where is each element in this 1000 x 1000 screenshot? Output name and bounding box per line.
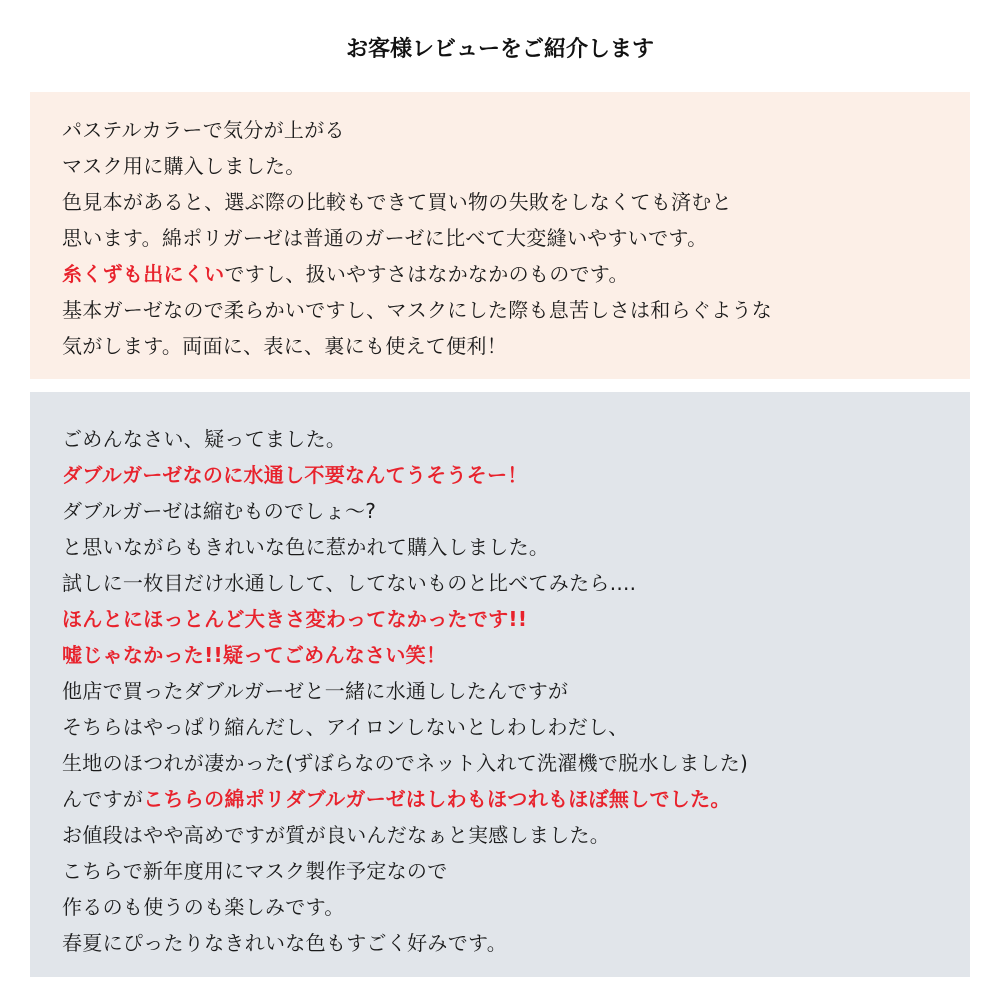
review-line xyxy=(62,112,960,148)
review-line xyxy=(62,673,960,709)
review-text: ですし、扱いやすさはなかなかのものです。 xyxy=(224,262,629,286)
review-line xyxy=(62,565,960,601)
review-text: ごめんなさい、疑ってました。 xyxy=(62,427,347,451)
review-text: 思います。綿ポリガーゼは普通のガーゼに比べて大変縫いやすいです。 xyxy=(62,226,708,250)
review-text: 作るのも使うのも楽しみです。 xyxy=(62,895,345,919)
review-line xyxy=(62,925,960,961)
review-text: こちらで新年度用にマスク製作予定なので xyxy=(62,859,448,883)
review-text: ダブルガーゼは縮むものでしょ〜? xyxy=(62,499,377,523)
review-line xyxy=(62,601,960,637)
review-text: 試しに一枚目だけ水通しして、してないものと比べてみたら.... xyxy=(62,571,637,595)
highlighted-text: ダブルガーゼなのに水通し不要なんてうそうそー！ xyxy=(62,463,528,487)
review-line xyxy=(62,421,960,457)
review-line xyxy=(62,781,960,817)
review-line xyxy=(62,148,960,184)
page-title: お客様レビューをご紹介します xyxy=(345,37,654,62)
review-line xyxy=(62,220,960,256)
review-line xyxy=(62,292,960,328)
review-line xyxy=(62,256,960,292)
review-text: そちらはやっぱり縮んだし、アイロンしないとしわしわだし、 xyxy=(62,715,629,739)
review-text: 他店で買ったダブルガーゼと一緒に水通ししたんですが xyxy=(62,679,569,703)
highlighted-text: 糸くずも出にくい xyxy=(62,262,225,286)
review-card-2 xyxy=(30,392,970,977)
review-text: 春夏にぴったりなきれいな色もすごく好みです。 xyxy=(62,931,507,955)
review-text: と思いながらもきれいな色に惹かれて購入しました。 xyxy=(62,535,550,559)
review-text: マスク用に購入しました。 xyxy=(62,154,306,178)
review-line xyxy=(62,637,960,673)
review-line xyxy=(62,328,960,364)
review-text: 基本ガーゼなので柔らかいですし、マスクにした際も息苦しさは和らぐような xyxy=(62,298,773,322)
review-text: パステルカラーで気分が上がる xyxy=(62,118,345,142)
highlighted-text: 嘘じゃなかった!!疑ってごめんなさい笑！ xyxy=(62,643,447,667)
review-text: 気がします。両面に、表に、裏にも使えて便利！ xyxy=(62,334,507,358)
review-line xyxy=(62,817,960,853)
review-text: 色見本があると、選ぶ際の比較もできて買い物の失敗をしなくても済むと xyxy=(62,190,732,214)
review-line xyxy=(62,184,960,220)
review-line xyxy=(62,493,960,529)
review-line xyxy=(62,889,960,925)
review-text: 生地のほつれが凄かった(ずぼらなのでネット入れて洗濯機で脱水しました) xyxy=(62,751,749,775)
highlighted-text: ほんとにほっとんど大きさ変わってなかったです!! xyxy=(62,607,528,631)
review-text: お値段はやや高めですが質が良いんだなぁと実感しました。 xyxy=(62,823,611,847)
review-line xyxy=(62,745,960,781)
review-text: んですが xyxy=(62,787,144,811)
review-line xyxy=(62,853,960,889)
review-card-1 xyxy=(30,92,970,379)
highlighted-text: こちらの綿ポリダブルガーゼはしわもほつれもほぼ無しでした。 xyxy=(143,787,731,811)
review-line xyxy=(62,457,960,493)
review-line xyxy=(62,709,960,745)
review-line xyxy=(62,529,960,565)
